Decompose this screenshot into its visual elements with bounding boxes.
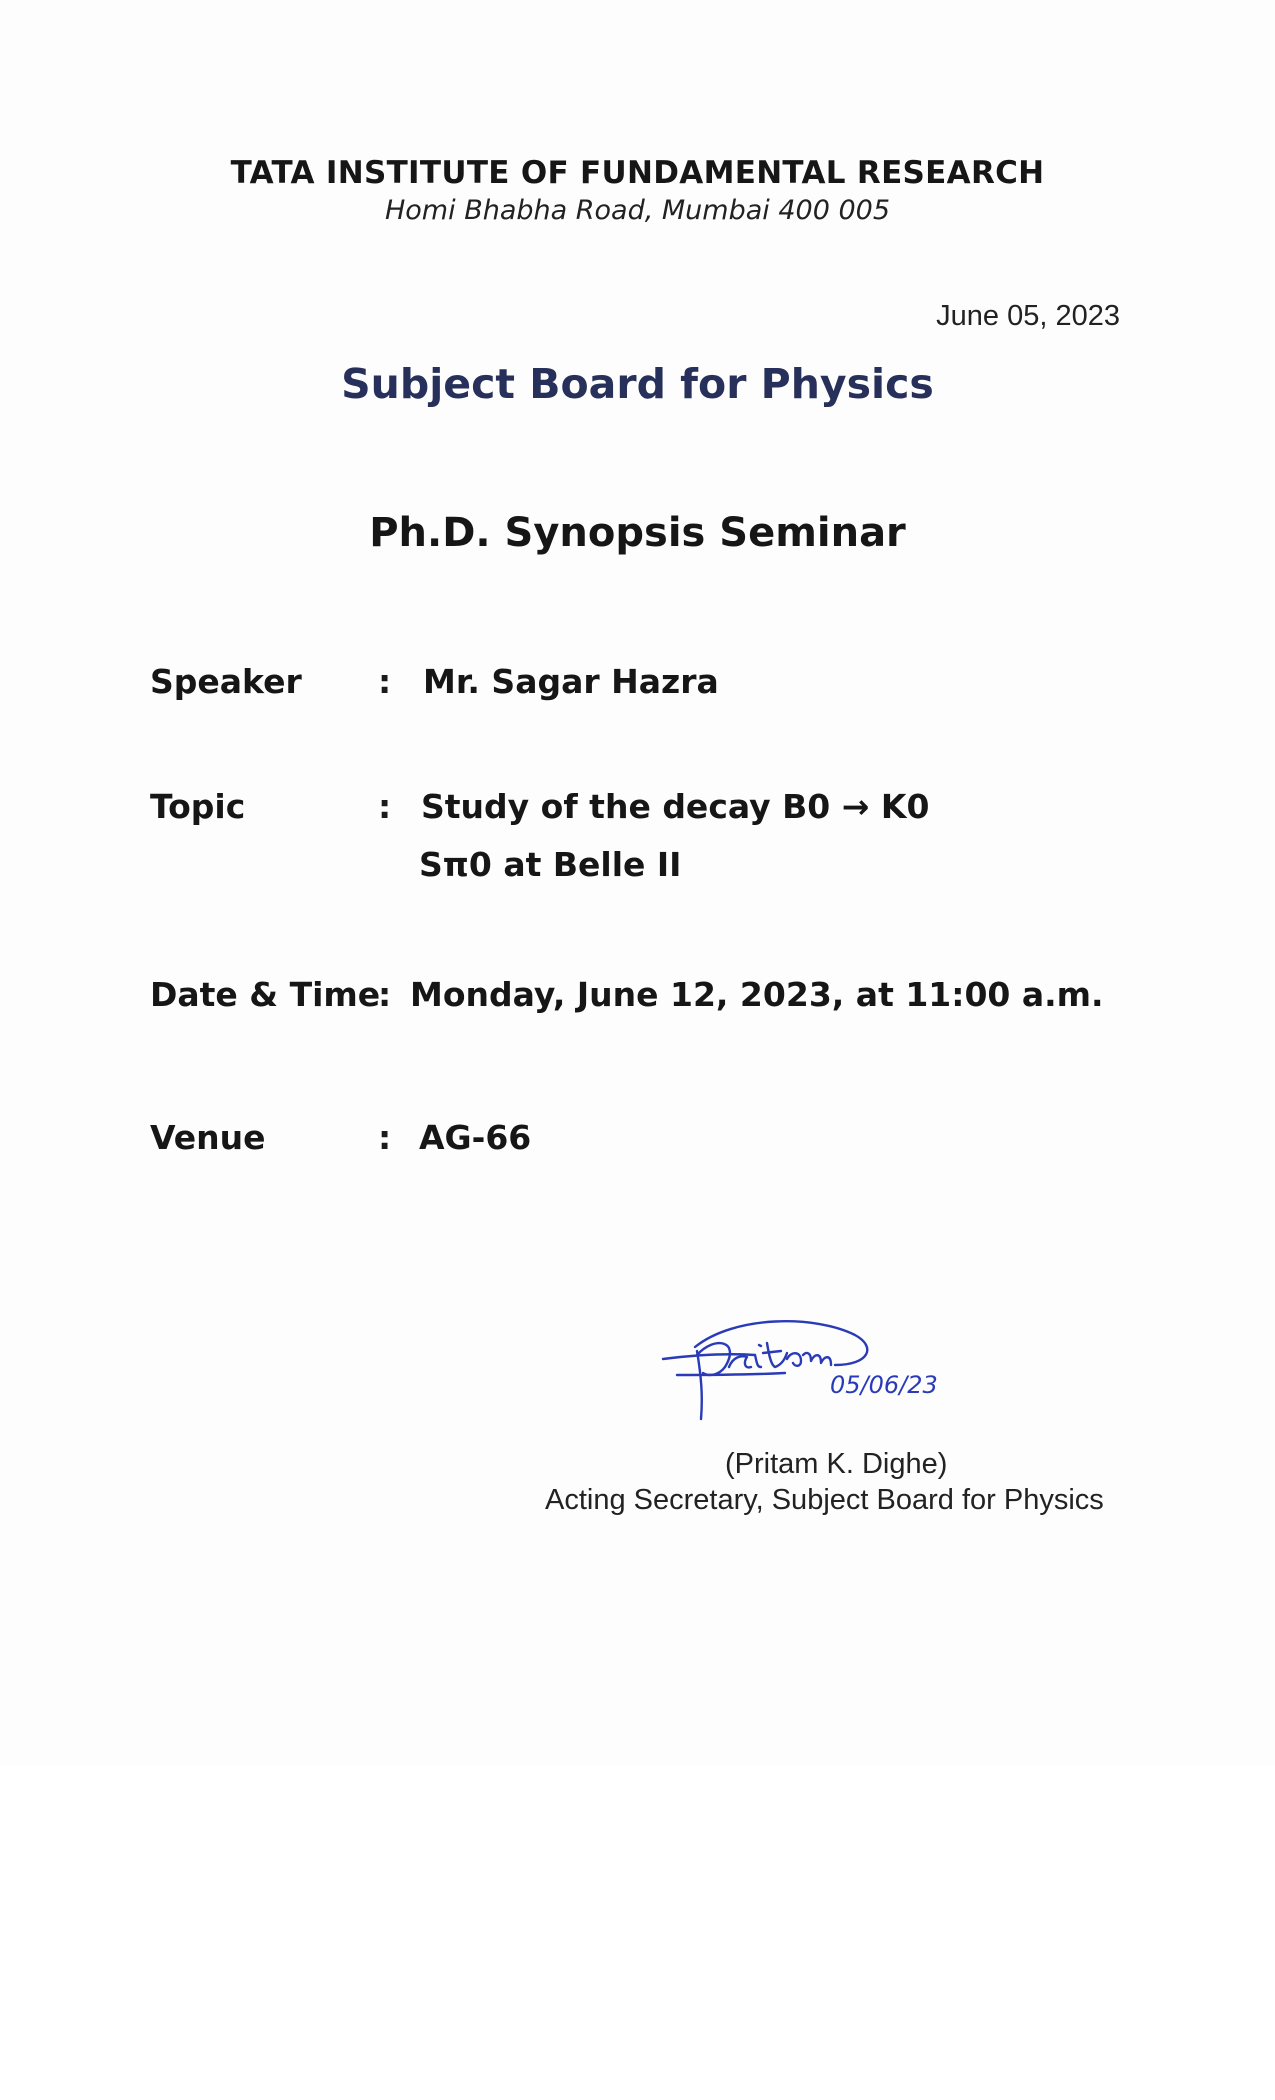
datetime-label: Date & Time <box>150 975 381 1014</box>
speaker-colon: : <box>378 662 392 701</box>
venue-label: Venue <box>150 1118 266 1157</box>
seminar-title: Ph.D. Synopsis Seminar <box>369 510 906 556</box>
topic-value-line2: Sπ0 at Belle II <box>419 845 682 884</box>
issue-date: June 05, 2023 <box>936 300 1120 332</box>
signature-date: 05/06/23 <box>830 1371 938 1399</box>
topic-colon: : <box>378 787 392 826</box>
institute-name: TATA INSTITUTE OF FUNDAMENTAL RESEARCH <box>230 155 1045 191</box>
datetime-colon: : <box>378 975 392 1014</box>
institute-address: Homi Bhabha Road, Mumbai 400 005 <box>384 195 891 226</box>
venue-value: AG-66 <box>419 1118 532 1157</box>
signer-role: Acting Secretary, Subject Board for Physics <box>545 1484 1104 1516</box>
board-title: Subject Board for Physics <box>341 360 934 408</box>
speaker-label: Speaker <box>150 662 302 701</box>
signer-name: (Pritam K. Dighe) <box>725 1448 948 1480</box>
speaker-value: Mr. Sagar Hazra <box>423 662 719 701</box>
topic-value-line1: Study of the decay B0 → K0 <box>421 787 930 826</box>
venue-colon: : <box>378 1118 392 1157</box>
datetime-value: Monday, June 12, 2023, at 11:00 a.m. <box>410 975 1104 1014</box>
handwritten-signature <box>655 1315 965 1435</box>
topic-label: Topic <box>150 787 246 826</box>
